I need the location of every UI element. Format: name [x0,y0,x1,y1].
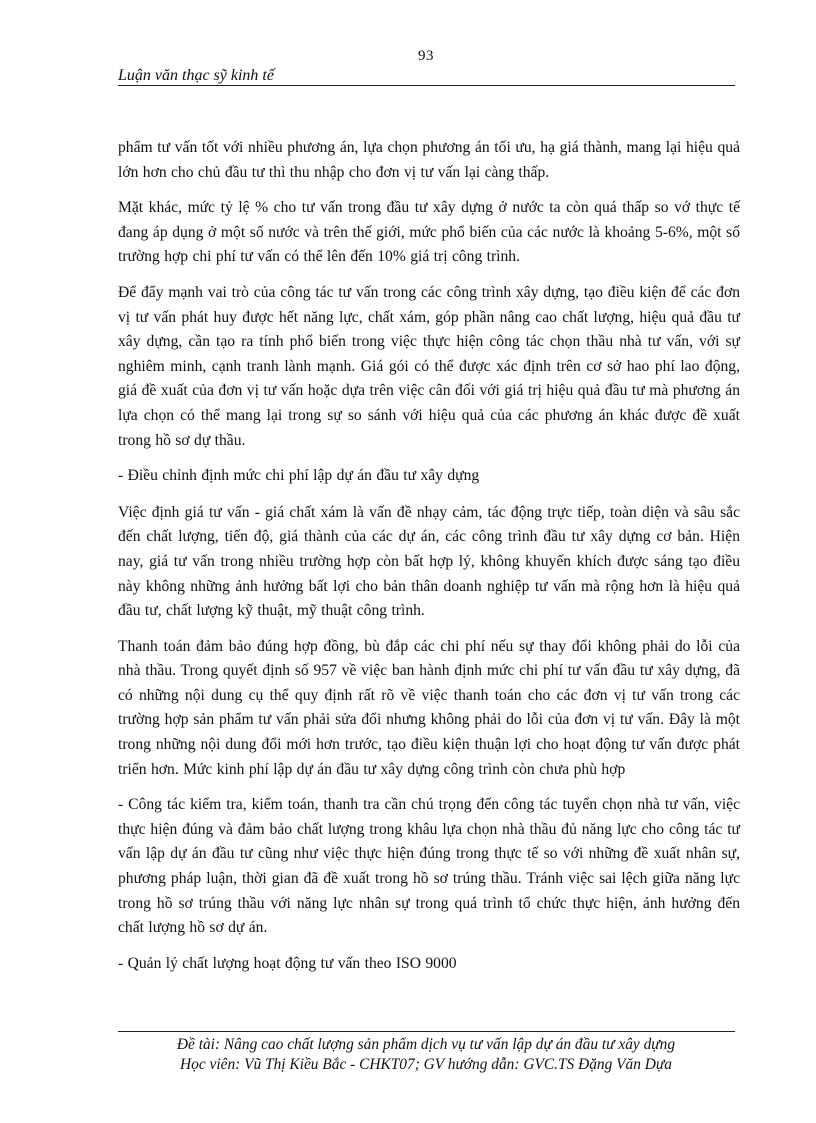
footer-author: Học viên: Vũ Thị Kiều Bắc - CHKT07; GV hướng dẫn: GVC.TS Đặng Văn Dựa [180,1056,672,1073]
paragraph-5: Thanh toán đảm bảo đúng hợp đồng, bù đắp các chi phí nếu sự thay đổi không phải do lỗi của nhà thầu. Trong quyết định số 957 về việc ban hành định mức chi phí tư vấn đầu tư xây dựng, đã có những nội dung cụ thể quy định rất rõ về việc thanh toán cho các đơn vị tư vấn trong các trường hợp sản phẩm tư vấn phải sửa đổi nhưng không phải do lỗi của đơn vị tư vấn. Đây là một trong những nội dung đổi mới hơn trước, tạo điều kiện thuận lợi cho hoạt động tư vấn được phát triển hơn. Mức kinh phí lập dự án đầu tư xây dựng công trình còn chưa phù hợp [118,637,740,778]
body-text [118,136,740,987]
section-heading-cost-norms: - Điều chỉnh định mức chi phí lập dự án đầu tư xây dựng [118,467,480,485]
footer-divider [118,1031,735,1032]
footer-topic: Đề tài: Nâng cao chất lượng sản phẩm dịch vụ tư vấn lập dự án đầu tư xây dựng [176,1036,676,1053]
running-header-title: Luận văn thạc sỹ kinh tế [118,67,274,84]
paragraph-1: phẩm tư vấn tốt với nhiều phương án, lựa chọn phương án tối ưu, hạ giá thành, mang lại hiệu quả lớn hơn cho chủ đầu tư thì thu nhập cho đơn vị tư vấn lại càng thấp. [118,139,740,181]
page-number: 93 [418,48,434,64]
section-heading-iso: - Quản lý chất lượng hoạt động tư vấn theo ISO 9000 [118,954,457,972]
header-divider [118,85,735,86]
paragraph-6: - Công tác kiểm tra, kiểm toán, thanh tra cần chú trọng đến công tác tuyển chọn nhà tư vấn, việc thực hiện đúng và đảm bảo chất lượng trong khâu lựa chọn nhà thầu đủ năng lực cho công tác tư vấn lập dự án đầu tư cũng như việc thực hiện đúng trong thực tế so với những đề xuất nhân sự, phương pháp luận, thời gian đã đề xuất trong hồ sơ trúng thầu. Tránh việc sai lệch giữa năng lực trong hồ sơ trúng thầu với năng lực nhân sự trong quá trình tổ chức thực hiện, ảnh hưởng đến chất lượng hồ sơ dự án. [118,796,740,937]
paragraph-2: Mặt khác, mức tỷ lệ % cho tư vấn trong đầu tư xây dựng ở nước ta còn quá thấp so vớ thực tế đang áp dụng ở một số nước và trên thế giới, mức phổ biến của các nước là khoảng 5-6%, một số trường hợp chi phí tư vấn có thể lên đến 10% giá trị công trình. [118,199,740,266]
paragraph-4: Việc định giá tư vấn - giá chất xám là vấn đề nhạy cảm, tác động trực tiếp, toàn diện và sâu sắc đến chất lượng, tiến độ, giá thành của các dự án, các công trình đầu tư xây dựng cơ bản. Hiện nay, giá tư vấn trong nhiều trường hợp còn bất hợp lý, không khuyến khích được sáng tạo điều này không những ảnh hưởng bất lợi cho bản thân doanh nghiệp tư vấn mà rộng hơn là hiệu quả đầu tư, chất lượng kỹ thuật, mỹ thuật công trình. [118,503,740,620]
paragraph-3: Để đẩy mạnh vai trò của công tác tư vấn trong các công trình xây dựng, tạo điều kiện để các đơn vị tư vấn phát huy được hết năng lực, chất xám, góp phần nâng cao chất lượng, hiệu quả đầu tư xây dựng, cần tạo ra tính phổ biến trong việc thực hiện công tác chọn thầu nhà tư vấn, với sự nghiêm minh, cạnh tranh lành mạnh. Giá gói có thể được xác định trên cơ sở hao phí lao động, giá đề xuất của đơn vị tư vấn hoặc dựa trên việc cân đối với giá trị hiệu quả đầu tư mà phương án lựa chọn có thể mang lại trong sự so sánh với hiệu quả của các phương án khác được đề xuất trong hồ sơ dự thầu. [118,283,740,449]
